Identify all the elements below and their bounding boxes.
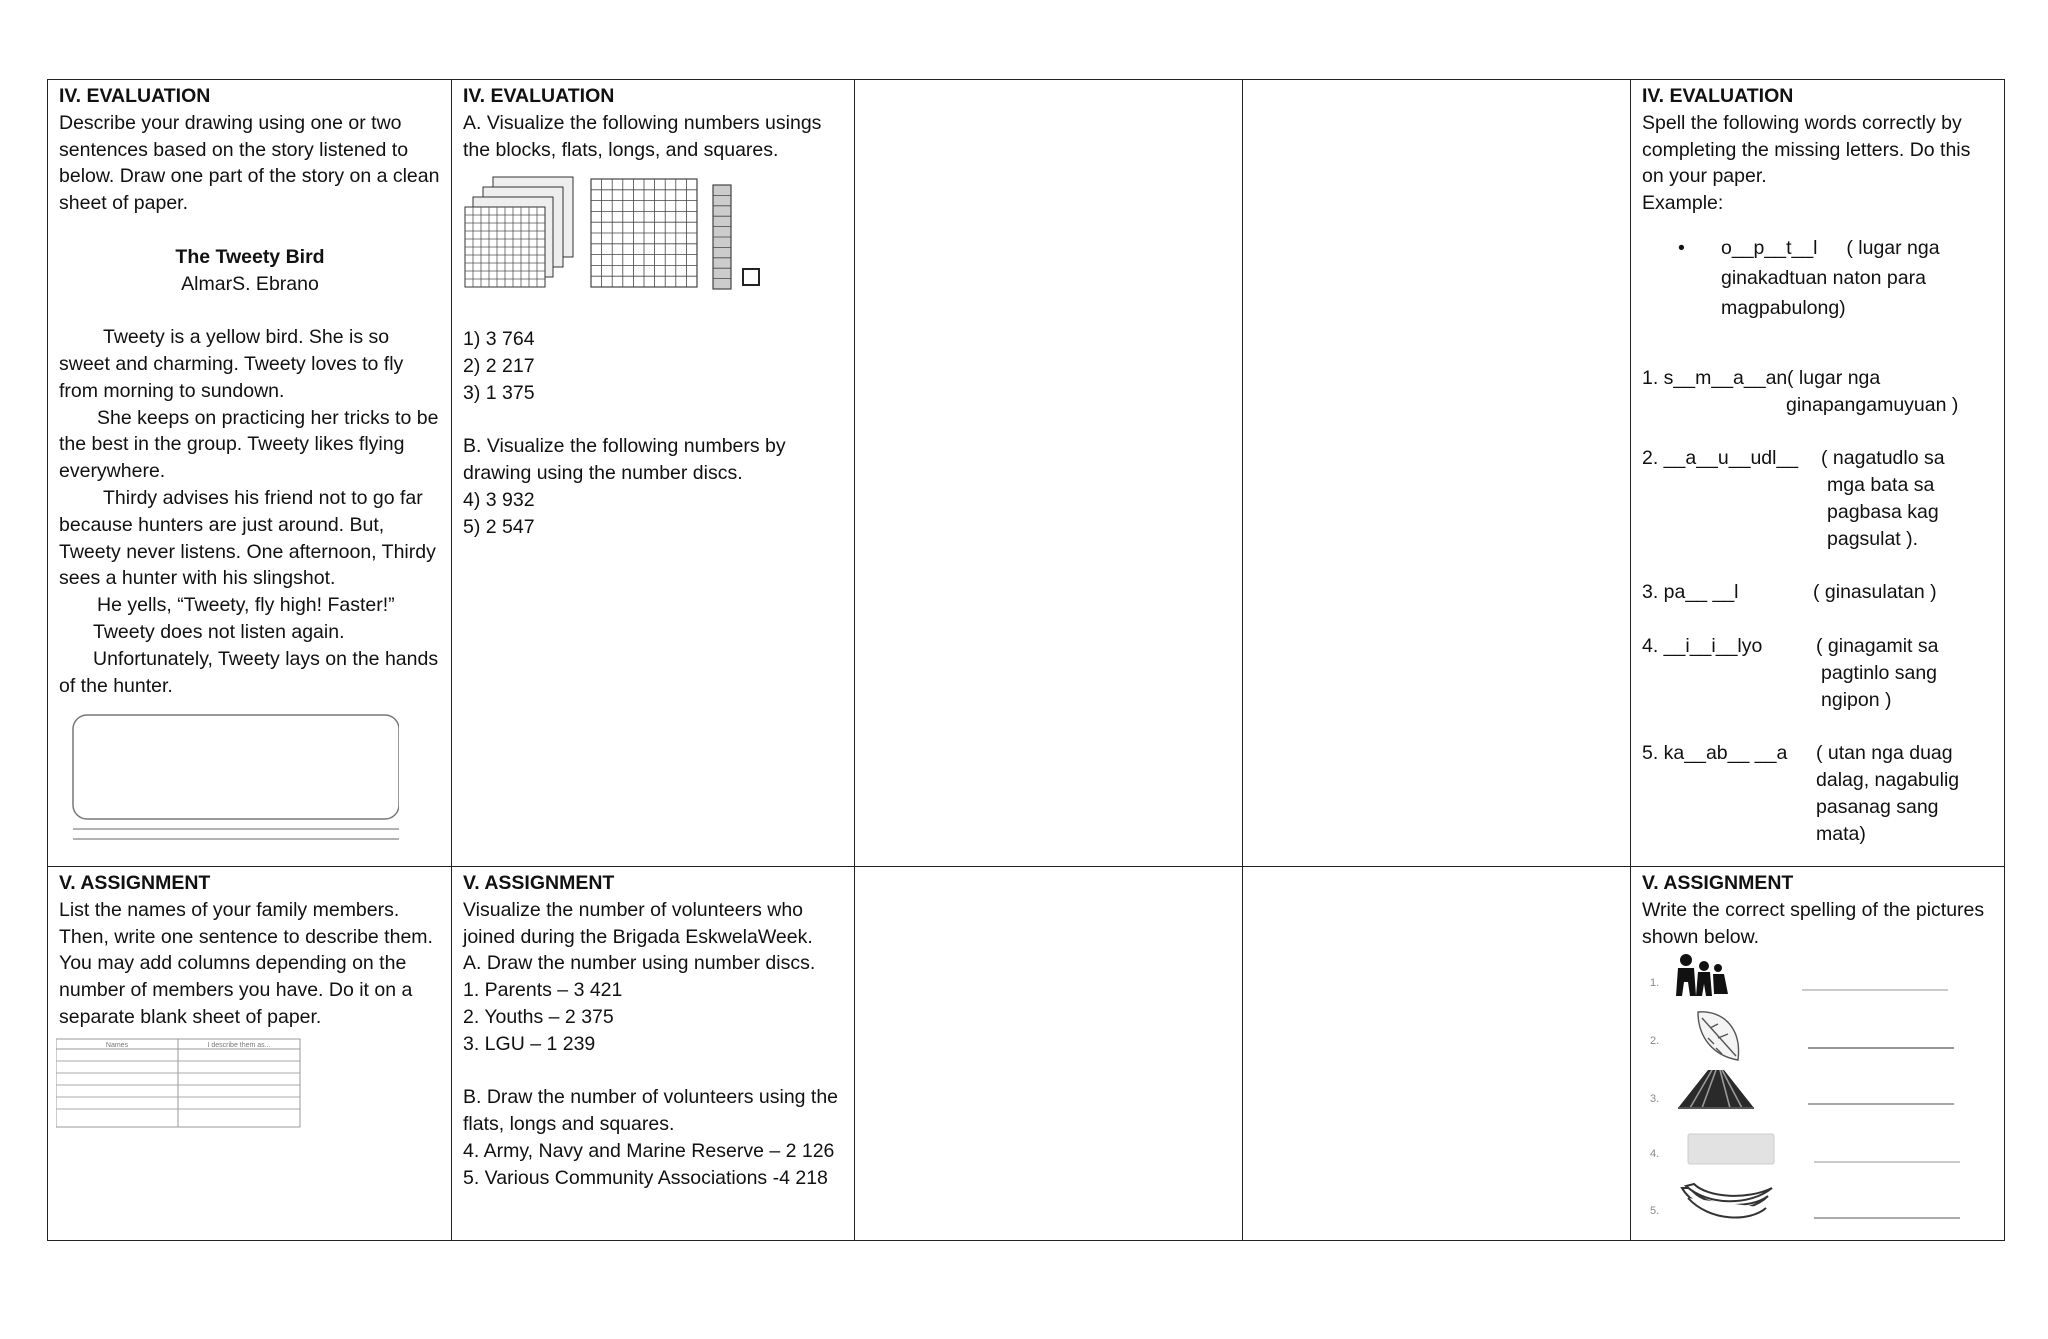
eval-instruction: Spell the following words correctly by completing the missing letters. Do this on your paper. [1642,111,1971,188]
spelling-hint: ngipon ) [1821,688,1892,711]
eval-heading: IV. EVALUATION [463,85,615,107]
picture-number: 2. [1650,1035,1660,1048]
story-title: The Tweety Bird [175,245,325,268]
assign-instruction: List the names of your family members. Then, write one sentence to describe them. You may add columns depending on the number of members you have. Do it on a separate blank sheet of paper. [59,898,433,1028]
assign-intro: Visualize the number of volunteers who joined during the Brigada EskwelaWeek. [463,898,813,948]
spelling-hint: mga bata sa [1827,474,1935,497]
part-a-instruction: A. Visualize the following numbers usings the blocks, flats, longs, and squares. [463,111,822,161]
spelling-item [1642,740,1996,767]
eraser-icon [1688,1134,1774,1164]
lesson-plan-table [47,79,2005,1241]
assign-b-item: 5. Various Community Associations -4 218 [463,1166,828,1189]
example-label: Example: [1642,192,1724,215]
assign-a-item: 3. LGU – 1 239 [463,1032,596,1055]
story-paragraph: Thirdy advises his friend not to go far because hunters are just around. But, Tweety never listens. One afternoon, Thirdy sees a hunter with his slingshot. [59,486,436,590]
assign-heading: V. ASSIGNMENT [463,872,615,894]
spelling-word: 5. ka__ab__ __a [1642,742,1788,765]
part-a-item: 2) 2 217 [463,354,535,377]
spelling-hint: ( ginasulatan ) [1813,581,1937,604]
spelling-word: 3. pa__ __l [1642,581,1739,604]
assign-a-instruction: A. Draw the number using number discs. [463,952,816,975]
assign-a-item: 2. Youths – 2 375 [463,1005,614,1028]
story-paragraph: Unfortunately, Tweety lays on the hands of the hunter. [59,647,439,697]
story-paragraph: She keeps on practicing her tricks to be the best in the group. Tweety likes flying everywhere. [59,406,439,483]
spelling-item [1642,365,1996,392]
part-b-item: 4) 3 932 [463,488,535,511]
family-table-sketch [56,1035,306,1131]
spelling-item [1642,445,1996,472]
story-paragraph: Tweety is a yellow bird. She is so sweet and charming. Tweety loves to fly from morning to sundown. [59,326,404,402]
spelling-pictures [1638,952,1968,1242]
picture-number: 1. [1650,977,1660,990]
spelling-hint: pasanag sang [1816,795,1939,818]
spelling-hint: pagbasa kag [1827,500,1939,523]
spelling-hint: ( utan nga duag [1816,742,1953,765]
banana-icon [1682,1184,1772,1217]
assign-b-instruction: B. Draw the number of volunteers using the flats, longs and squares. [463,1086,839,1136]
bullet-icon: • [1678,236,1685,259]
drawing-box-icon [59,711,399,851]
spelling-word: 4. __i__i__lyo [1642,634,1763,657]
col1-evaluation-cell [48,80,451,866]
spelling-item [1642,579,1996,606]
story-author: AlmarS. Ebrano [181,272,319,295]
assign-heading: V. ASSIGNMENT [1642,872,1794,894]
part-a-item: 1) 3 764 [463,328,535,351]
spelling-word: 2. __a__u__udl__ [1642,447,1799,470]
eval-heading: IV. EVALUATION [59,85,211,107]
picture-number: 5. [1650,1205,1660,1218]
spelling-hint: mata) [1816,822,1866,845]
assign-a-item: 1. Parents – 3 421 [463,979,623,1002]
leaf-icon [1698,1012,1739,1060]
example-word: o__p__t__l [1721,236,1818,259]
spelling-hint: pagsulat ). [1827,527,1919,550]
example-item [1642,233,1951,323]
spelling-hint: ginapangamuyuan ) [1786,393,1959,416]
col1-assignment-cell [48,867,451,1242]
base-ten-blocks-icon [463,171,783,299]
family-icon [1676,954,1728,996]
eval-heading: IV. EVALUATION [1642,85,1794,107]
assign-instruction: Write the correct spelling of the pictures shown below. [1642,898,1985,948]
example-hint: ( lugar nga ginakadtuan naton para magpabulong) [1721,236,1940,319]
column-divider [854,80,855,1240]
picture-number: 4. [1650,1148,1660,1161]
spelling-hint: ( ginagamit sa [1816,634,1939,657]
col2-evaluation-cell [452,80,854,866]
spelling-item [1642,633,1996,660]
spelling-hint: pagtinlo sang [1821,661,1938,684]
assign-b-item: 4. Army, Navy and Marine Reserve – 2 126 [463,1139,835,1162]
part-b-instruction: B. Visualize the following numbers by drawing using the number discs. [463,435,786,485]
mini-table-header: Names [105,1041,129,1049]
story-paragraph: Tweety does not listen again. [93,620,345,643]
col5-assignment-cell [1631,867,2006,1242]
story-paragraph: He yells, “Tweety, fly high! Faster!” [97,594,395,617]
picture-number: 3. [1650,1093,1660,1106]
spelling-word: 1. s__m__a__an [1642,366,1788,389]
assign-heading: V. ASSIGNMENT [59,872,211,894]
col5-evaluation-cell [1631,80,2006,866]
col2-assignment-cell [452,867,854,1242]
eval-instruction: Describe your drawing using one or two sentences based on the story listened to below. Draw one part of the story on a clean sheet of paper. [59,111,440,215]
mini-table-header: I describe them as... [207,1041,271,1049]
part-b-item: 5) 2 547 [463,515,535,538]
part-a-item: 3) 1 375 [463,381,535,404]
column-divider [1242,80,1243,1240]
road-icon [1678,1070,1754,1108]
spelling-hint: dalag, nagabulig [1816,768,1960,791]
spelling-hint: ( lugar nga [1787,366,1881,389]
spelling-hint: ( nagatudlo sa [1821,447,1945,470]
